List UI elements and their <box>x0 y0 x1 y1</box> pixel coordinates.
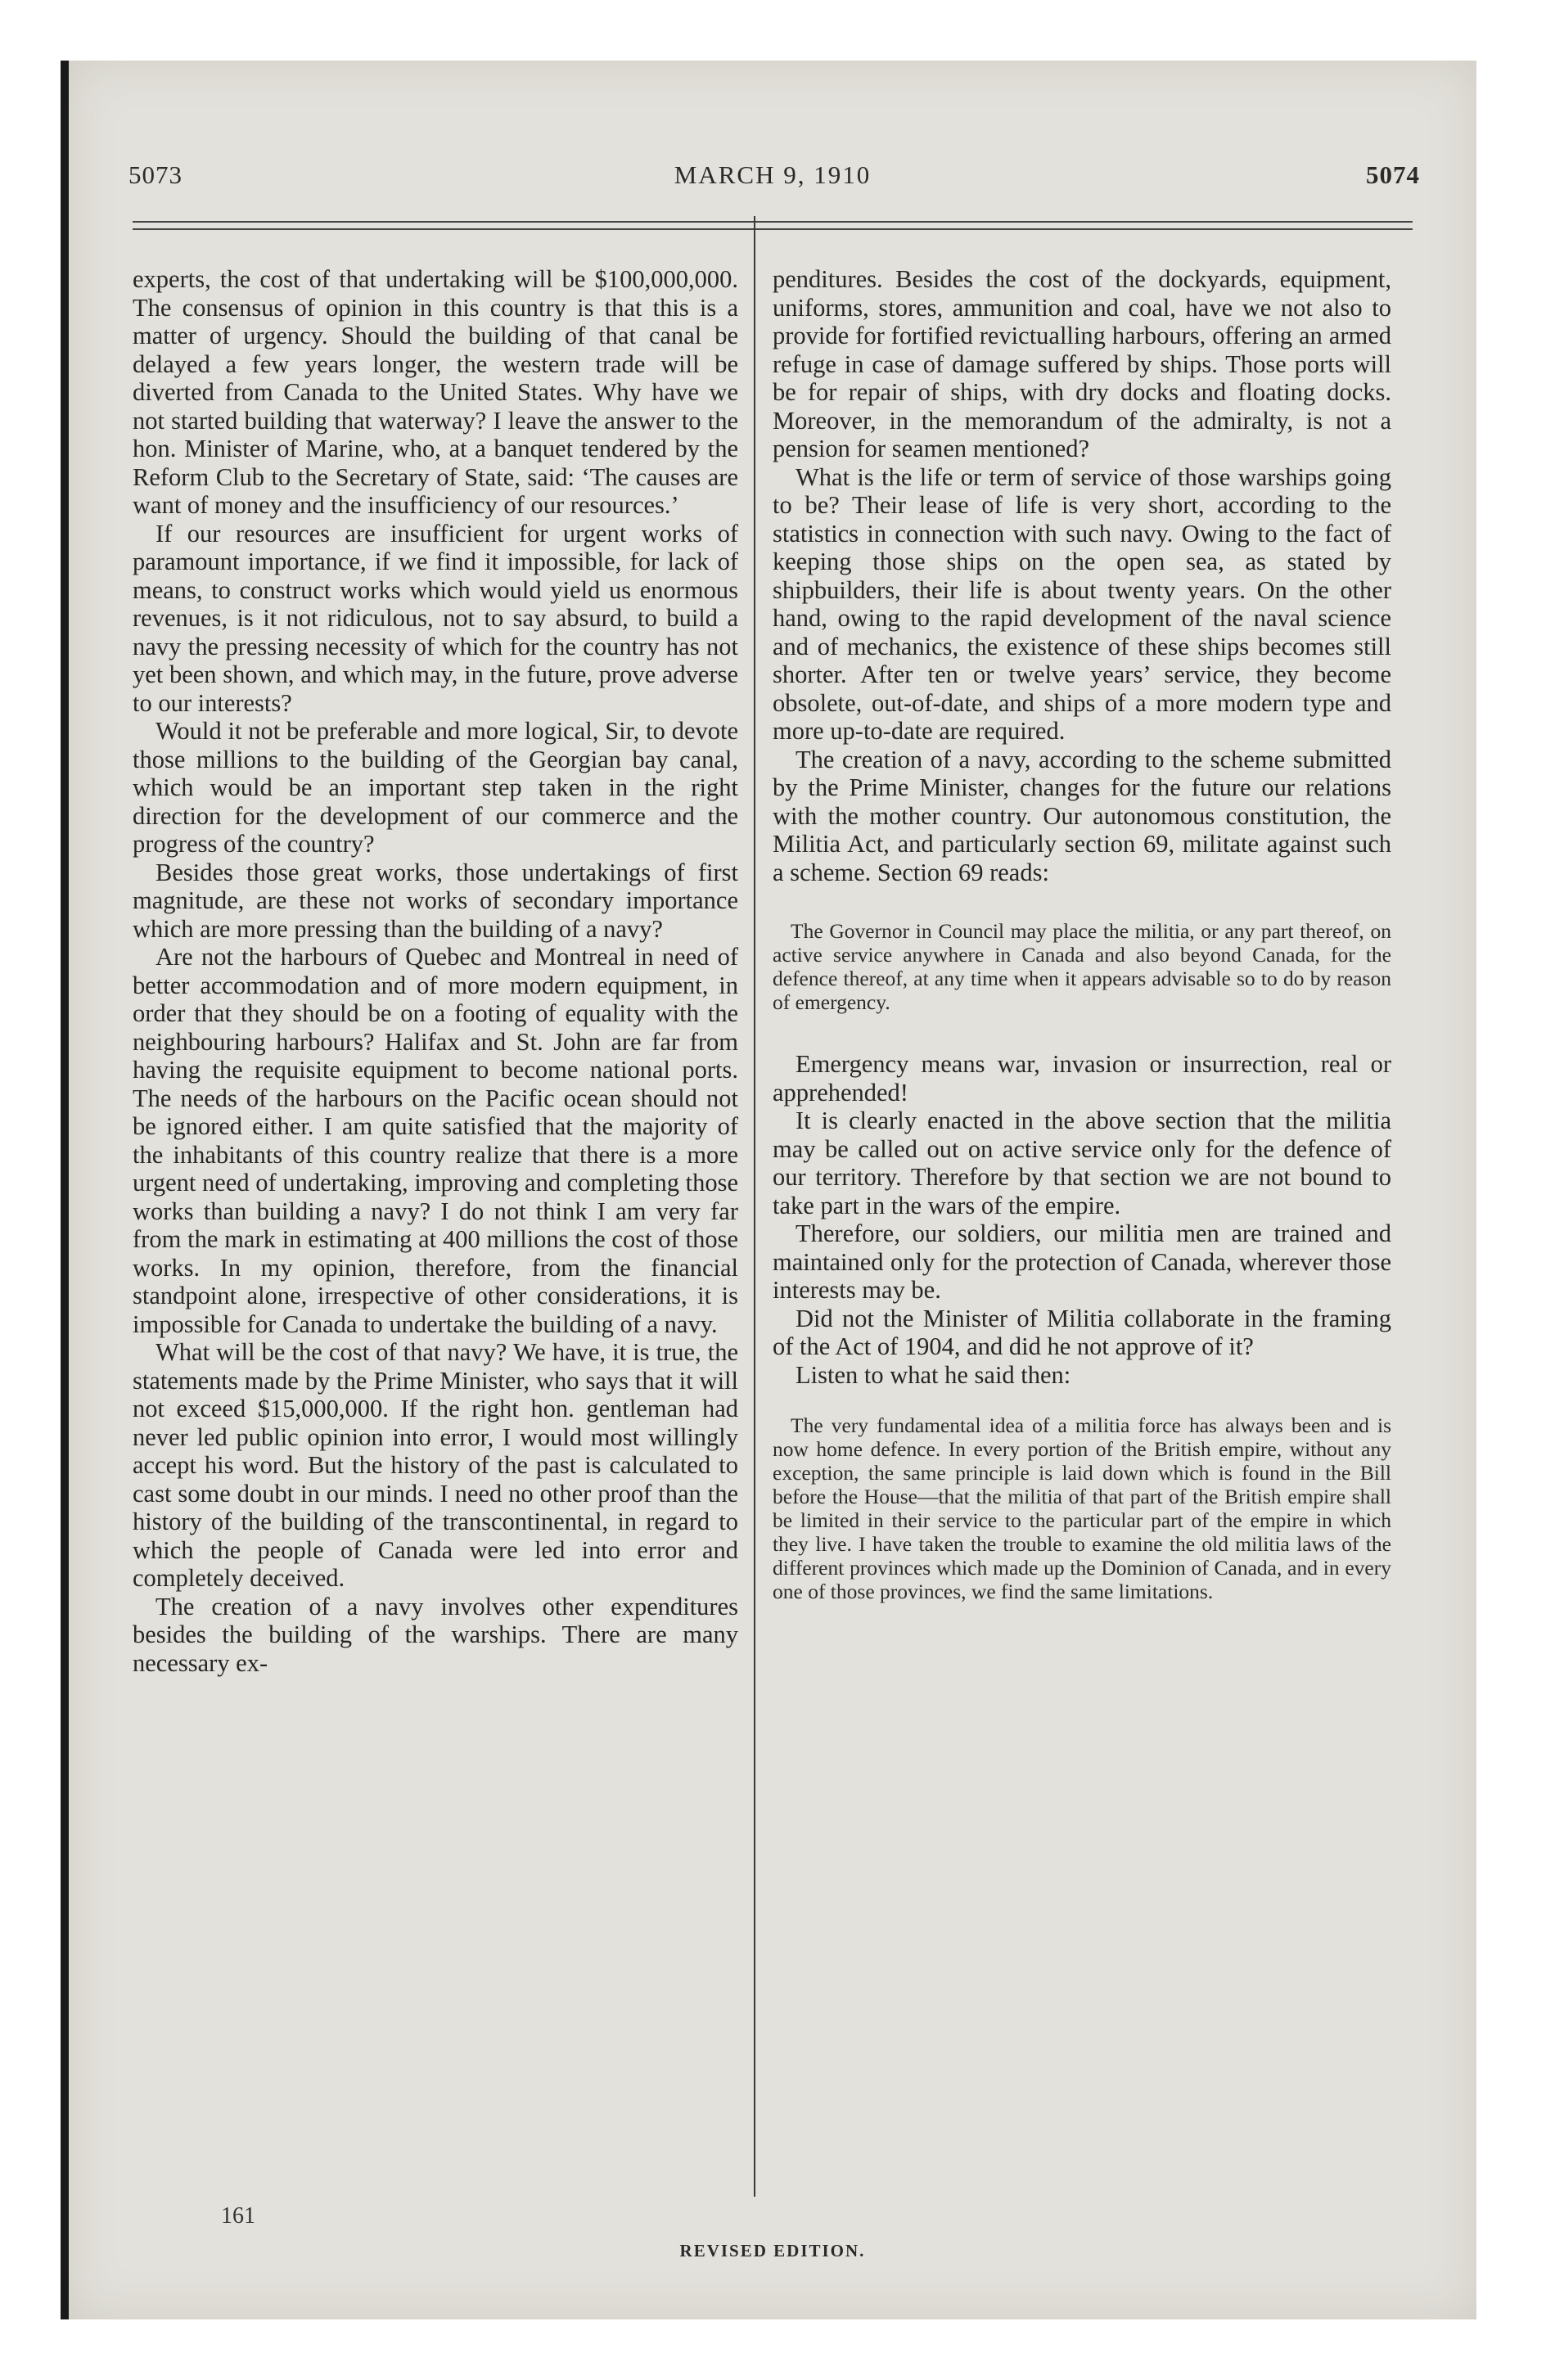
header-rule-double <box>133 228 1413 230</box>
paragraph: The creation of a navy involves other expenditures besides the building of the warships. There are many necessary ex- <box>133 1592 738 1677</box>
page-number-right: 5074 <box>1366 160 1420 189</box>
page <box>69 61 1476 2319</box>
paragraph: What is the life or term of service of those warships going to be? Their lease of life is very short, according to the statistics in connection with such navy. Owing to the fact of keeping those ships on the open sea, as stated by shipbuilders, their life is about twenty years. On the other hand, owing to the rapid development of the naval science and of mechanics, the existence of these ships becomes still shorter. After ten or twelve years’ service, they become obsolete, out-of-date, and ships of a more modern type and more up-to-date are required. <box>773 462 1391 745</box>
signature-mark: 161 <box>221 2203 255 2229</box>
paragraph: Listen to what he said then: <box>796 1360 1071 1389</box>
left-column <box>133 265 738 1677</box>
paragraph: If our resources are insufficient for urgent works of paramount importance, if we find it impossible, for lack of means, to construct works which would yield us enormous revenues, is it not ridiculous, not to say absurd, to build a navy the pressing necessity of which for the country has not yet been shown, and which may, in the future, prove adverse to our interests? <box>133 519 738 717</box>
paragraph: What will be the cost of that navy? We have, it is true, the statements made by the Prime Minister, who says that it will not exceed $15,000,000. If the right hon. gentleman had never led public opinion into error, I would most willingly accept his word. But the history of the past is calculated to cast some doubt in our minds. I need no other proof than the history of the building of the transcontinental, in regard to which the people of Canada were led into error and completely deceived. <box>133 1338 738 1592</box>
paragraph: Would it not be preferable and more logical, Sir, to devote those millions to the building of the Georgian bay canal, which would be an important step taken in the right direction for the development of our commerce and the progress of the country? <box>133 717 738 858</box>
block-quote-section-69: The Governor in Council may place the militia, or any part thereof, on active service anywhere in Canada and also beyond Canada, for the defence thereof, at any time when it appears advisable so to do by reason of emergency. <box>773 919 1391 1014</box>
paragraph: Therefore, our soldiers, our militia men are trained and maintained only for the protection of Canada, wherever those interests may be. <box>773 1219 1391 1304</box>
paragraph: Besides those great works, those undertakings of first magnitude, are these not works of secondary importance which are more pressing than the building of a navy? <box>133 858 738 943</box>
column-divider <box>754 216 755 2197</box>
paragraph: Did not the Minister of Militia collaborate in the framing of the Act of 1904, and did he not approve of it? <box>773 1304 1391 1360</box>
running-head <box>69 160 1476 201</box>
edition-note: REVISED EDITION. <box>679 2241 866 2261</box>
paragraph: experts, the cost of that undertaking will be $100,000,000. The consensus of opinion in this country is that this is a matter of urgency. Should the building of that canal be delayed a few years longer, the western trade will be diverted from Canada to the United States. Why have we not started building that waterway? I leave the answer to the hon. Minister of Marine, who, at a banquet tendered by the Reform Club to the Secretary of State, said: ‘The causes are want of money and the insufficiency of our resources.’ <box>133 265 738 519</box>
paragraph: Are not the harbours of Quebec and Montreal in need of better accommodation and of more modern equipment, in order that they should be on a footing of equality with the neighbouring harbours? Halifax and St. John are far from having the requisite equipment to become national ports. The needs of the harbours on the Pacific ocean should not be ignored either. I am quite satisfied that the majority of the inhabitants of this country realize that there is a more urgent need of undertaking, improving and completing those works than building a navy? I do not think I am very far from the mark in estimating at 400 millions the cost of those works. In my opinion, therefore, from the financial standpoint alone, irrespective of other considerations, it is impossible for Canada to undertake the building of a navy. <box>133 943 738 1338</box>
block-quote-minister: The very fundamental idea of a militia force has always been and is now home defence. In every portion of the British empire, without any exception, the same principle is laid down which is found in the Bill before the House—that the militia of that part of the British empire shall be limited in their service to the particular part of the empire in which they live. I have taken the trouble to examine the old militia laws of the different provinces which made up the Dominion of Canada, and in every one of those provinces, we find the same limitations. <box>773 1413 1391 1603</box>
paragraph: Emergency means war, invasion or insurrection, real or apprehended! <box>773 1050 1391 1107</box>
page-date: MARCH 9, 1910 <box>674 160 872 189</box>
page-number-left: 5073 <box>128 160 183 189</box>
paragraph: penditures. Besides the cost of the dockyards, equipment, uniforms, stores, ammunition and coal, have we not also to provide for fortified revictualling harbours, offering an armed refuge in case of damage suffered by ships. Those ports will be for repair of ships, with dry docks and floating docks. Moreover, in the memorandum of the admiralty, is not a pension for seamen mentioned? <box>773 265 1391 462</box>
paragraph: It is clearly enacted in the above section that the militia may be called out on active service only for the defence of our territory. Therefore by that section we are not bound to take part in the wars of the empire. <box>773 1107 1391 1219</box>
header-rule <box>133 221 1413 223</box>
paragraph: The creation of a navy, according to the scheme submitted by the Prime Minister, changes for the future our relations with the mother country. Our autonomous constitution, the Militia Act, and particularly section 69, militate against such a scheme. Section 69 reads: <box>773 745 1391 886</box>
scan-binding-edge <box>61 61 69 2319</box>
right-column <box>773 265 1391 1603</box>
